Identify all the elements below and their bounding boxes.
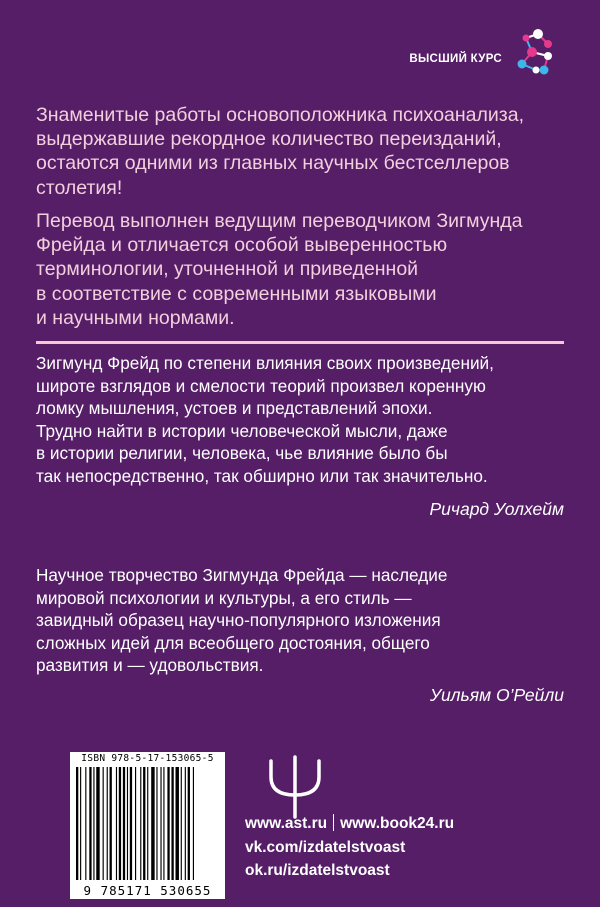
quote-wollheim: Зигмунд Фрейд по степени влияния своих произведений, широте взглядов и смелости теорий произвел коренную ломку мышления, устоев и представлений эпохи. Трудно найти в истории человеческой мысли, даже в истории религии, человека, чье влияние было бы так непосредственно, так обширно или так значительно. [36, 353, 494, 486]
website-row [245, 812, 454, 836]
vk-link[interactable]: vk.com/izdatelstvoast [245, 838, 406, 856]
site-book24-link[interactable]: www.book24.ru [340, 815, 455, 832]
isbn-text: ISBN 978-5-17-153065-5 [81, 753, 214, 764]
quote-author-wollheim: Ричард Уолхейм [429, 499, 564, 519]
intro-paragraph-1: Знаменитые работы основоположника психоанализа, выдержавшие рекордное количество переизданий, остаются одними из главных научных бестселлеров столетия! [36, 104, 524, 199]
series-label: ВЫСШИЙ КУРС [409, 53, 502, 65]
molecule-logo-icon [510, 26, 558, 78]
barcode [70, 752, 225, 899]
link-separator [333, 814, 334, 831]
intro-paragraph-2: Перевод выполнен ведущим переводчиком Зигмунда Фрейда и отличается особой выверенностью терминологии, уточненной и приведенной в соответствие с современными языковыми и научными нормами. [36, 210, 523, 329]
ok-link[interactable]: ok.ru/izdatelstvoast [245, 862, 390, 879]
divider-line [36, 341, 564, 344]
barcode-digits: 9 785171 530655 [83, 883, 212, 898]
quote-oreilly: Научное творчество Зигмунда Фрейда — наследие мировой психологии и культуры, а его стиль — завидный образец научно-популярного изложения сложных идей для всеобщего достояния, общего развития и — удовольствия. [36, 565, 448, 676]
barcode-bars [76, 767, 219, 880]
series-badge [409, 26, 558, 78]
psi-logo-icon [265, 755, 325, 819]
publisher-links [245, 812, 454, 883]
quote-author-oreilly: Уильям О’Рейли [429, 685, 564, 705]
site-ast-link[interactable]: www.ast.ru [245, 815, 328, 832]
